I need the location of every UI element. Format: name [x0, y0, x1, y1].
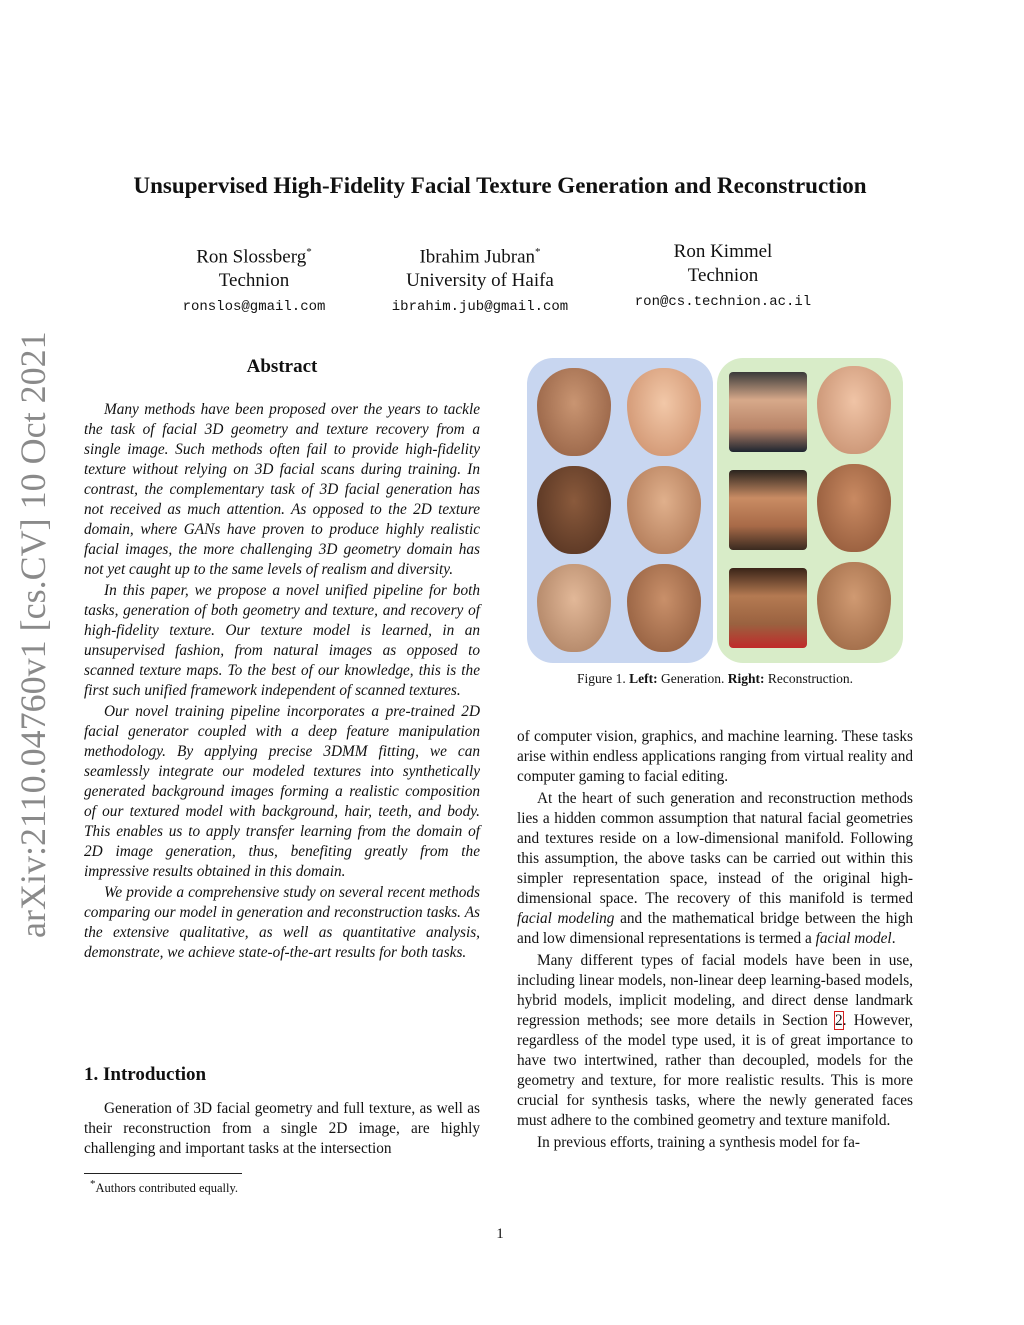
body-paragraph: of computer vision, graphics, and machine learning. These tasks arise within endless applications ranging from virtual reality and computer gaming to facial editing. [517, 728, 913, 785]
reconstruction-panel [717, 358, 903, 663]
generated-face [537, 368, 611, 456]
generated-face [627, 564, 701, 652]
intro-paragraph: Generation of 3D facial geometry and full texture, as well as their reconstruction from a single 2D image, are highly challenging and important tasks at the intersection [84, 1100, 480, 1157]
abstract-paragraph: Many methods have been proposed over the years to tackle the task of facial 3D geometry and texture recovery from a single image. Such methods often fail to provide high-fidelity texture without relying on 3D facial scans during training. In contrast, the complementary task of 3D facial generation has not received as much attention. As opposed to the 2D texture domain, where GANs have proven to produce highly realistic facial images, the more challenging 3D geometry domain has not yet caught up to the same levels of realism and diversity. [84, 401, 480, 578]
caption-prefix: Figure 1. [577, 671, 630, 686]
input-photo [729, 372, 807, 452]
author-2 [350, 240, 610, 321]
author-1 [124, 240, 384, 321]
reconstructed-face [817, 366, 891, 454]
footnote [90, 1178, 238, 1196]
author-affiliation: University of Haifa [406, 270, 554, 292]
figure-1 [527, 358, 903, 663]
author-3 [593, 240, 853, 316]
input-photo [729, 470, 807, 550]
author-name: Ron Kimmel [673, 241, 773, 262]
right-column-body [517, 727, 913, 1153]
footnote-text: Authors contributed equally. [95, 1181, 239, 1196]
author-mark: * [306, 246, 312, 258]
generated-face [627, 466, 701, 554]
author-mark: * [535, 246, 541, 258]
author-affiliation: Technion [218, 270, 290, 292]
body-paragraph: Many different types of facial models have been in use, including linear models, non-linear deep learning-based models, hybrid models, implicit modeling, and direct dense landmark regression methods; see more details in Section 2. However, regardless of the model type used, it is of great importance to have two intertwined, rather than decoupled, models for the geometry and texture, for more realistic results. This is more crucial for synthesis tasks, where the newly generated faces must adhere to the combined geometry and texture manifold. [517, 952, 913, 1129]
generation-panel [527, 358, 713, 663]
caption-right-label: Right: [727, 671, 765, 686]
author-name: Ron Slossberg [196, 246, 307, 268]
author-affiliation: Technion [687, 265, 759, 286]
author-email: ron@cs.technion.ac.il [634, 294, 812, 310]
body-paragraph: In previous efforts, training a synthesis model for fa- [537, 1134, 860, 1151]
emphasis: facial model [815, 930, 892, 947]
caption-right-text: Reconstruction. [764, 671, 853, 686]
footnote-rule [84, 1173, 242, 1174]
caption-left-text: Generation. [657, 671, 728, 686]
emphasis: facial modeling [517, 910, 615, 927]
author-email: ronslos@gmail.com [182, 299, 326, 316]
generated-face [537, 466, 611, 554]
section-reference-link[interactable]: 2 [835, 1012, 843, 1029]
abstract-paragraph: Our novel training pipeline incorporates a pre-trained 2D facial generator coupled with a deep feature manipulation methodology. By applying precise 3DMM fitting, we can seamlessly integrate our modeled textures into synthetically generated background images forming a realistic composition of our textured model with background, hair, teeth, and body. This enables us to apply transfer learning from the domain of 2D image generation, thus, benefiting greatly from the impressive results obtained in this domain. [84, 703, 480, 880]
reconstructed-face [817, 464, 891, 552]
reconstructed-face [817, 562, 891, 650]
footnote-mark: * [90, 1178, 96, 1190]
arxiv-identifier: arXiv:2110.04760v1 [cs.CV] 10 Oct 2021 [13, 331, 53, 938]
author-email: ibrahim.jub@gmail.com [391, 299, 569, 316]
body-paragraph: At the heart of such generation and reconstruction methods lies a hidden common assumption that natural facial geometries and textures reside on a low-dimensional manifold. Following this assumption, the above tasks can be carried out within this simpler representation space, instead of the original high-dimensional space. The recovery of this manifold is termed facial modeling and the mathematical bridge between the high and low dimensional representations is termed a facial model. [517, 790, 913, 947]
introduction-body [84, 1099, 480, 1159]
abstract-heading: Abstract [246, 356, 318, 377]
input-photo [729, 568, 807, 648]
generated-face [627, 368, 701, 456]
author-name: Ibrahim Jubran [419, 246, 536, 268]
caption-left-label: Left: [629, 671, 658, 686]
abstract-paragraph: In this paper, we propose a novel unified pipeline for both tasks, generation of both geometry and texture, and recovery of high-fidelity texture. Our texture model is learned, in an unsupervised fashion, from natural images as opposed to scanned texture maps. To the best of our knowledge, this is the first such unified framework independent of scanned textures. [84, 582, 480, 699]
paper-title: Unsupervised High-Fidelity Facial Texture Generation and Reconstruction [133, 173, 867, 198]
page-number: 1 [496, 1226, 504, 1242]
generated-face [537, 564, 611, 652]
section-heading-introduction: 1. Introduction [84, 1064, 207, 1085]
abstract-body [84, 400, 480, 963]
figure-caption [517, 671, 913, 687]
abstract-paragraph: We provide a comprehensive study on several recent methods comparing our model in generation and reconstruction tasks. As the extensive qualitative, as well as quantitative analysis, demonstrate, we achieve state-of-the-art results for both tasks. [84, 884, 480, 961]
